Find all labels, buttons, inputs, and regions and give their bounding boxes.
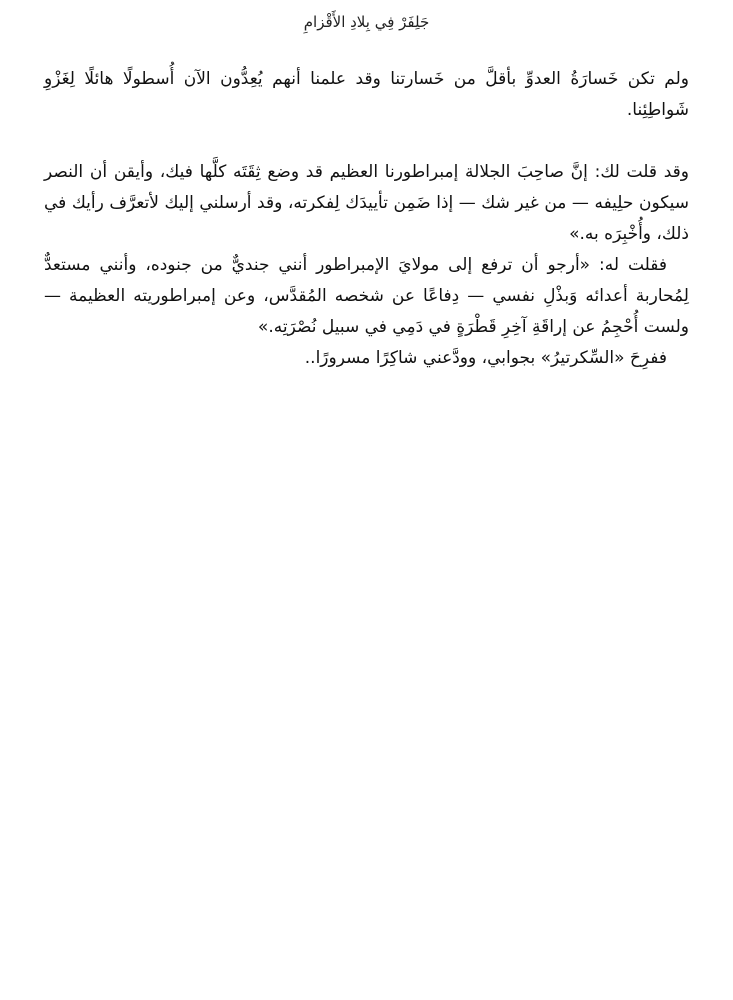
paragraph-4: ففرِحَ «السِّكرتيرُ» بجوابي، وودَّعني شاكِرًا مسرورًا.. bbox=[304, 348, 667, 368]
body-text bbox=[44, 64, 689, 374]
paragraph-2: وقد قلت لك: إنَّ صاحِبَ الجلالة إمبراطورنا العظيم قد وضع ثِقَتَه كلَّها فيك، وأيقن أن النصر سيكون حلِيفه — من غير شك — إذا ضَمِن تأييدَك لِفكرته، وقد أرسلني إليك لأتعرَّف رأيك في ذلك، وأُخْبِرَه به.» bbox=[44, 162, 689, 244]
paragraph-1: ولم تكن خَسارَةُ العدوِّ بأقلَّ من خَسارتنا وقد علمنا أنهم يُعِدُّون الآن أُسطولًا هائلًا لِغَزْوِ شَواطِئِنا. bbox=[44, 69, 689, 120]
running-header: جَلِفَرْ فِي بِلادِ الأَقْزامِ bbox=[303, 13, 430, 31]
paragraph-3: فقلت له: «أرجو أن ترفع إلى مولايَ الإمبراطور أنني جنديٌّ من جنوده، وأنني مستعدٌّ لِمُحاربة أعدائه وَبذْلِ نفسي — دِفاعًا عن شخصه المُقدَّس، وعن إمبراطوريته العظيمة — ولست أُحْجِمُ عن إراقَةِ آخِرِ قَطْرَةٍ في دَمِي في سبيل نُصْرَتِه.» bbox=[44, 255, 689, 337]
